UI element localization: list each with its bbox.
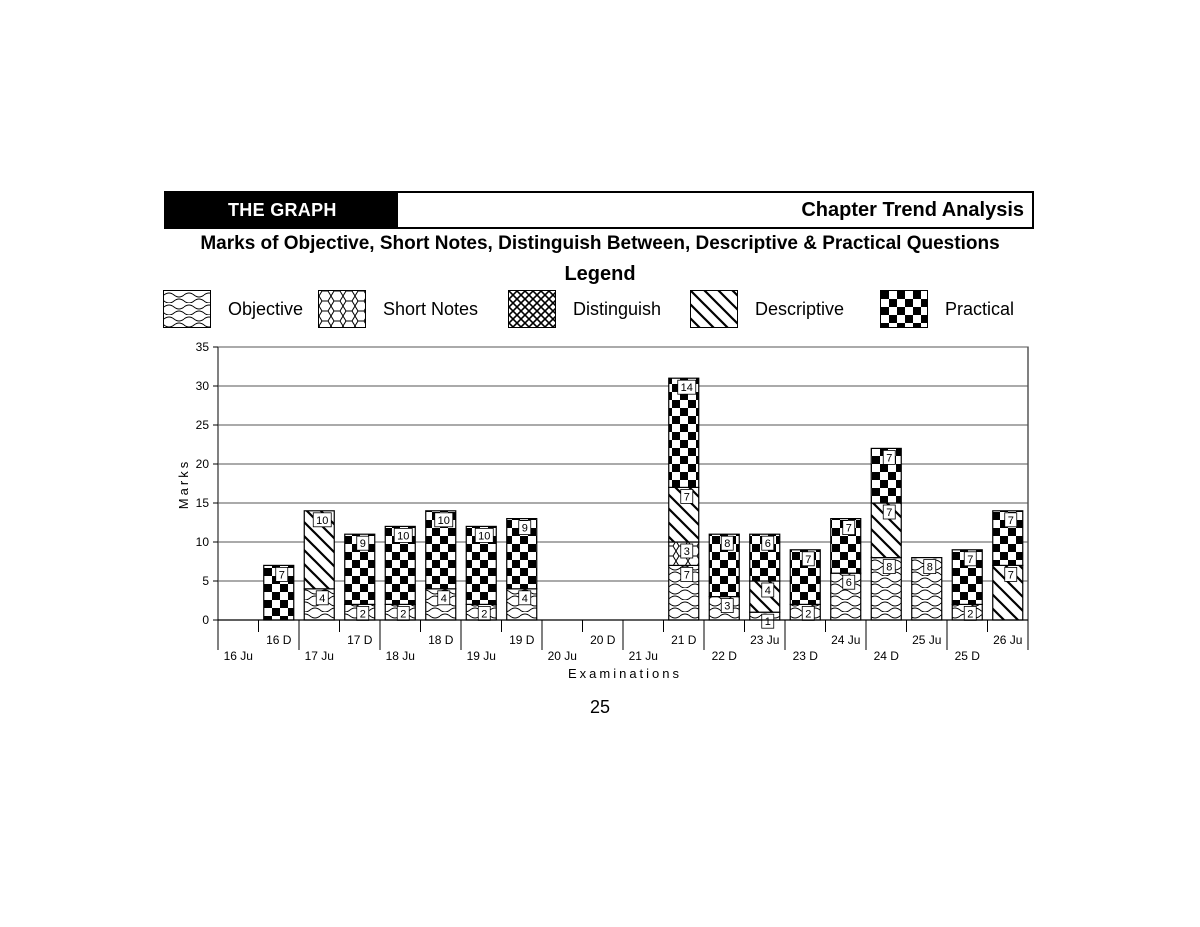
x-tick-label: 23 D (792, 649, 818, 663)
svg-text:6: 6 (764, 538, 771, 551)
svg-text:7: 7 (886, 507, 893, 519)
x-tick-label: 20 Ju (547, 649, 577, 663)
objective-swatch (163, 290, 211, 328)
svg-text:7: 7 (845, 522, 852, 535)
legend-label: Objective (228, 298, 304, 319)
svg-text:7: 7 (805, 553, 812, 566)
svg-text:3: 3 (724, 600, 731, 613)
x-tick-label: 19 Ju (466, 649, 496, 663)
y-tick-label: 10 (195, 535, 209, 549)
data-label (681, 489, 693, 503)
x-tick-label: 24 Ju (831, 633, 861, 647)
distinguish-swatch (508, 290, 556, 328)
data-label (357, 536, 369, 550)
x-tick-label: 23 Ju (750, 633, 780, 647)
svg-text:8: 8 (724, 538, 731, 551)
legend-item-objective (163, 288, 303, 330)
data-label (1005, 567, 1017, 581)
descriptive-swatch (690, 290, 738, 328)
data-label (843, 575, 855, 589)
data-label (1005, 513, 1017, 527)
page-title: Chapter Trend Analysis (801, 198, 1024, 221)
x-tick-label: 24 D (873, 649, 899, 663)
section-label: THE GRAPH (166, 193, 398, 227)
x-tick-label: 19 D (509, 633, 535, 647)
data-label (924, 560, 936, 574)
svg-text:4: 4 (764, 585, 771, 597)
data-label (802, 552, 814, 566)
svg-text:4: 4 (521, 592, 528, 605)
x-tick-label: 16 Ju (223, 649, 253, 663)
y-axis-label: Marks (176, 458, 191, 510)
short-notes-swatch (318, 290, 366, 328)
data-label (678, 380, 696, 394)
svg-text:2: 2 (967, 608, 974, 621)
data-label (394, 528, 412, 542)
data-label (475, 528, 493, 542)
x-tick-label: 21 D (671, 633, 697, 647)
svg-text:7: 7 (1007, 514, 1014, 527)
data-label (357, 606, 369, 620)
svg-text:7: 7 (1007, 569, 1014, 582)
svg-text:6: 6 (845, 577, 852, 590)
svg-text:10: 10 (316, 514, 329, 527)
data-label (843, 521, 855, 535)
x-tick-label: 25 D (954, 649, 980, 663)
svg-text:4: 4 (319, 592, 326, 605)
x-tick-label: 21 Ju (628, 649, 658, 663)
svg-text:2: 2 (359, 608, 366, 621)
data-label (519, 591, 531, 605)
x-tick-label: 17 D (347, 633, 373, 647)
data-label (883, 505, 895, 519)
x-tick-label: 25 Ju (912, 633, 942, 647)
header-bar (164, 191, 1034, 229)
legend-item-distinguish (508, 288, 661, 330)
legend-label: Distinguish (573, 298, 662, 319)
stacked-bar-chart (160, 336, 1040, 686)
y-tick-label: 5 (202, 574, 209, 588)
data-label (762, 583, 774, 597)
data-label (681, 567, 693, 581)
data-label (883, 560, 895, 574)
legend-title: Legend (564, 263, 636, 285)
svg-text:10: 10 (478, 530, 491, 543)
svg-text:9: 9 (359, 538, 366, 551)
svg-text:4: 4 (440, 592, 447, 605)
data-label (276, 567, 288, 581)
data-label (721, 599, 733, 613)
data-label (316, 591, 328, 605)
svg-text:7: 7 (278, 569, 285, 582)
data-label (721, 536, 733, 550)
data-label (883, 450, 895, 464)
svg-text:2: 2 (481, 608, 488, 621)
svg-text:7: 7 (886, 452, 893, 465)
y-tick-label: 15 (195, 496, 209, 510)
practical-swatch (880, 290, 928, 328)
legend-item-descriptive (690, 288, 844, 330)
svg-text:10: 10 (397, 530, 410, 543)
data-label (438, 591, 450, 605)
x-tick-label: 17 Ju (304, 649, 334, 663)
svg-text:14: 14 (680, 382, 693, 395)
plot-area (218, 347, 1028, 620)
svg-text:10: 10 (437, 514, 450, 527)
svg-text:2: 2 (805, 608, 812, 621)
x-tick-label: 16 D (266, 633, 292, 647)
data-label (762, 614, 774, 628)
y-tick-label: 20 (195, 457, 209, 471)
x-tick-label: 18 D (428, 633, 454, 647)
chart-subtitle: Marks of Objective, Short Notes, Distinguish Between, Descriptive & Practical Questions (200, 233, 1000, 254)
svg-text:8: 8 (886, 561, 893, 574)
data-label (435, 513, 453, 527)
data-label (519, 521, 531, 535)
legend-item-short-notes (318, 288, 478, 330)
y-tick-label: 30 (195, 379, 209, 393)
svg-text:7: 7 (683, 491, 690, 504)
svg-text:9: 9 (521, 522, 528, 535)
data-label (313, 513, 331, 527)
svg-text:7: 7 (967, 553, 974, 566)
data-label (478, 606, 490, 620)
legend-label: Practical (945, 298, 1015, 319)
page-number: 25 (589, 697, 611, 717)
svg-text:3: 3 (683, 546, 690, 558)
legend (0, 288, 1200, 330)
data-label (397, 606, 409, 620)
legend-label: Short Notes (383, 298, 479, 319)
y-tick-label: 0 (202, 613, 209, 627)
data-label (762, 536, 774, 550)
data-label (681, 544, 693, 558)
svg-text:2: 2 (400, 608, 407, 621)
legend-item-practical (880, 288, 1014, 330)
data-label (964, 606, 976, 620)
data-label (964, 552, 976, 566)
x-tick-label: 18 Ju (385, 649, 415, 663)
data-label (802, 606, 814, 620)
legend-label: Descriptive (755, 298, 845, 319)
x-axis-label: Examinations (567, 666, 683, 681)
x-tick-label: 22 D (711, 649, 737, 663)
svg-text:8: 8 (926, 561, 933, 574)
y-tick-label: 35 (195, 340, 209, 354)
x-tick-label: 20 D (590, 633, 616, 647)
y-tick-label: 25 (195, 418, 209, 432)
svg-text:1: 1 (764, 616, 771, 629)
x-tick-label: 26 Ju (993, 633, 1023, 647)
svg-text:7: 7 (683, 569, 690, 582)
